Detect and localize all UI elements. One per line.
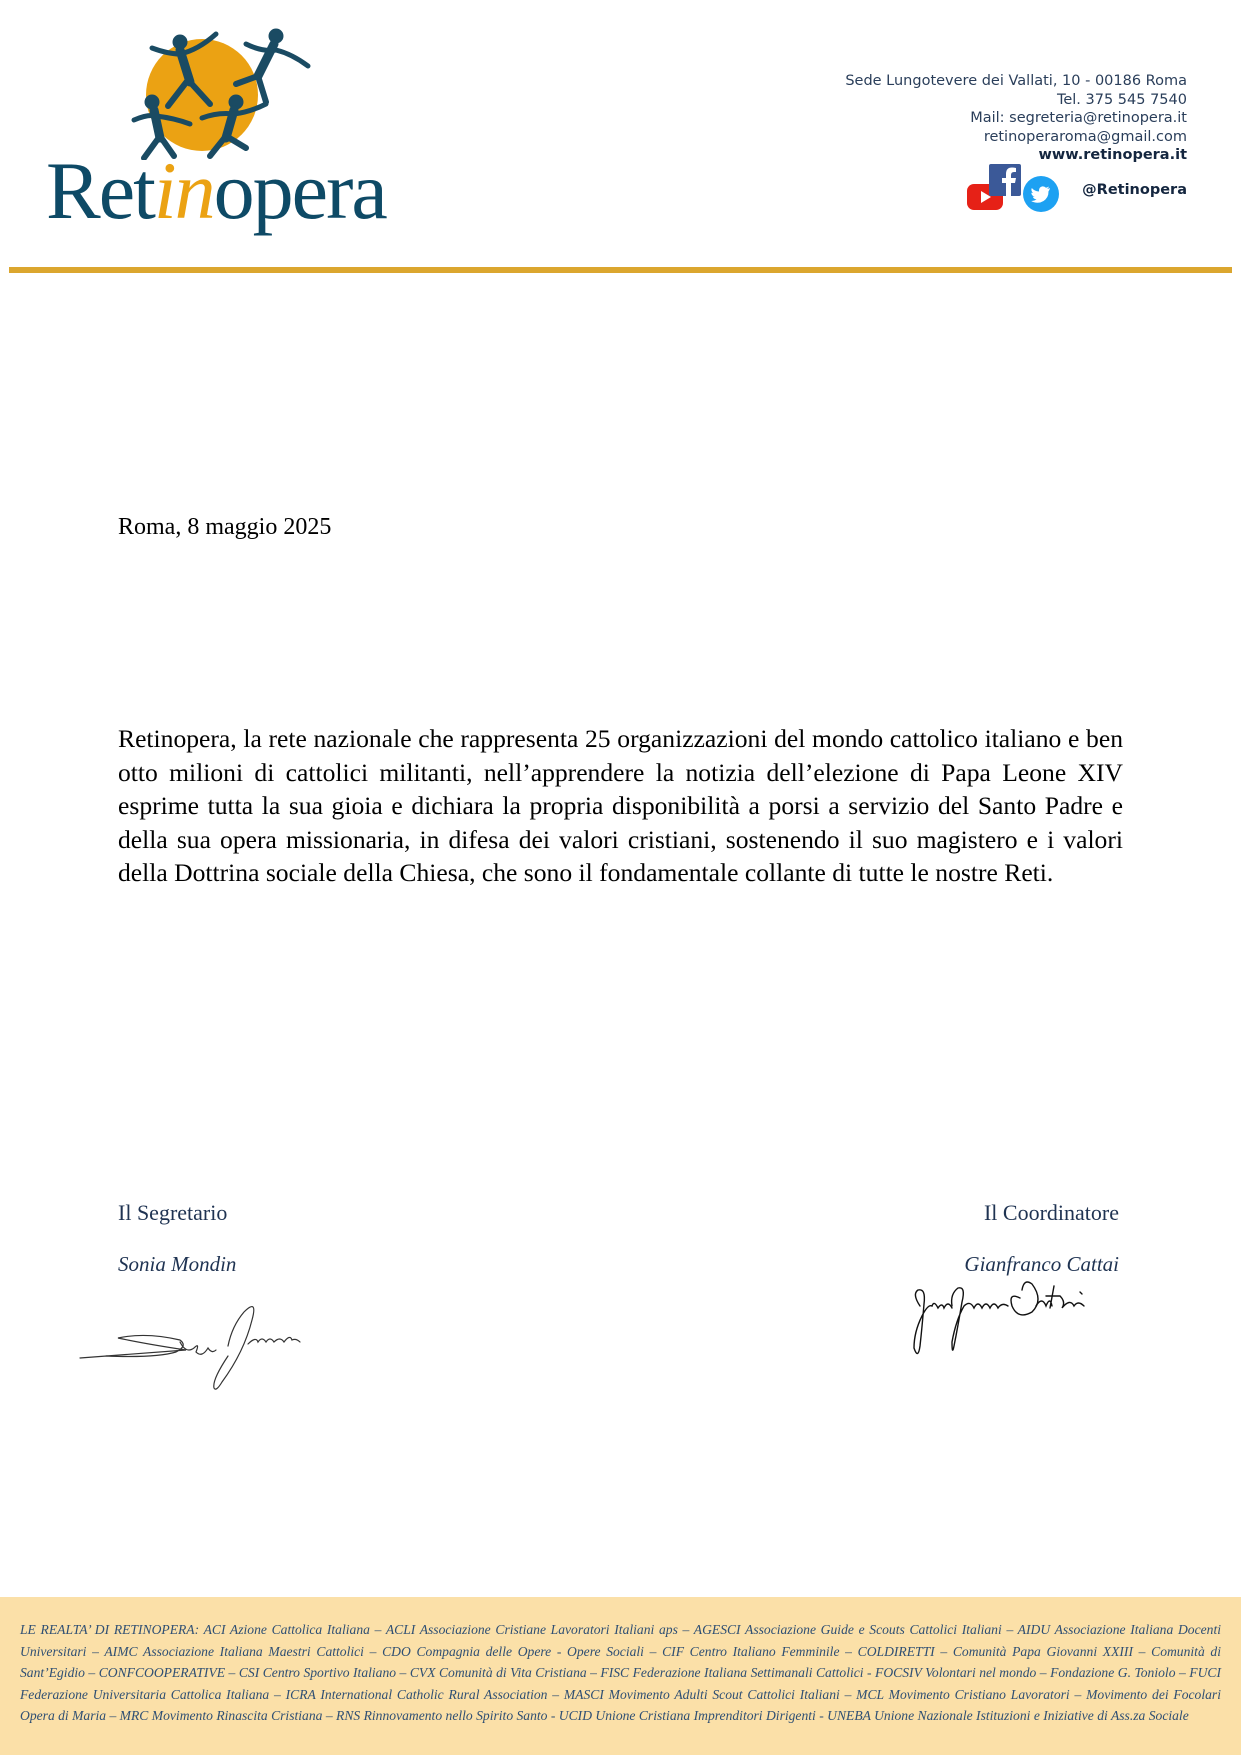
- header-divider: [9, 267, 1232, 273]
- social-handle[interactable]: @Retinopera: [1082, 182, 1187, 198]
- right-signatory-role: Il Coordinatore: [983, 1200, 1119, 1225]
- contact-block: [845, 72, 1187, 165]
- social-links: [967, 164, 1187, 214]
- letter-body: Retinopera, la rete nazionale che rappresenta 25 organizzazioni del mondo cattolico italiano e ben otto milioni di cattolici militanti, nell’apprendere la notizia dell’elezione di Papa Leone XIV esprime tutta la sua gioia e dichiara la propria disponibilità a porsi a servizio del Santo Padre e della sua opera missionaria, in difesa dei valori cristiani, sostenendo il suo magistero e i valori della Dottrina sociale della Chiesa, che sono il fondamentale collante di tutte le nostre Reti.: [118, 724, 1123, 888]
- address: Sede Lungotevere dei Vallati, 10 - 00186 Roma: [845, 73, 1187, 89]
- dancing-figures-sun-icon: [40, 20, 340, 160]
- website-link[interactable]: www.retinopera.it: [1038, 147, 1187, 163]
- left-signatory-name: Sonia Mondin: [118, 1252, 237, 1276]
- left-signatory-role: Il Segretario: [118, 1200, 228, 1225]
- email[interactable]: Mail: segreteria@retinopera.it: [970, 110, 1187, 126]
- member-organizations-list: LE REALTA’ DI RETINOPERA: ACI Azione Cattolica Italiana – ACLI Associazione Cristiane Lavoratori Italiani aps – AGESCI Associazione Guide e Scouts Cattolici Italiani – AIDU Associazione Italiana Docenti Universitari – AIMC Associazione Italiana Maestri Cattolici – CDO Compagnia delle Opere - Opere Sociali – CIF Centro Italiano Femminile – COLDIRETTI – Comunità Papa Giovanni XXIII – Comunità di Sant’Egidio – CONFCOOPERATIVE – CSI Centro Sportivo Italiano – CVX Comunità di Vita Cristiana – FISC Federazione Italiana Settimanali Cattolici - FOCSIV Volontari nel mondo – Fondazione G. Toniolo – FUCI Federazione Universitaria Cattolica Italiana – ICRA International Catholic Rural Association – MASCI Movimento Adulti Scout Cattolici Italiani – MCL Movimento Cristiano Lavoratori – Movimento dei Focolari Opera di Maria – MRC Movimento Rinascita Cristiana – RNS Rinnovamento nello Spirito Santo - UCID Unione Cristiana Imprenditori Dirigenti - UNEBA Unione Nazionale Istituzioni e Iniziative di Ass.za Sociale: [20, 1622, 1221, 1723]
- right-handwritten-signature: [908, 1276, 1118, 1360]
- right-signatory-name: Gianfranco Cattai: [964, 1252, 1119, 1276]
- left-handwritten-signature: [76, 1296, 306, 1396]
- member-organizations-footer: [0, 1597, 1241, 1755]
- letter-date: Roma, 8 maggio 2025: [118, 514, 332, 540]
- logo-wordmark: Retinopera: [46, 145, 386, 236]
- phone: Tel. 375 545 7540: [1056, 91, 1187, 108]
- gmail[interactable]: retinoperaroma@gmail.com: [983, 128, 1187, 145]
- retinopera-logo: [40, 20, 420, 250]
- facebook-icon[interactable]: [989, 164, 1021, 196]
- twitter-icon[interactable]: [1023, 176, 1059, 212]
